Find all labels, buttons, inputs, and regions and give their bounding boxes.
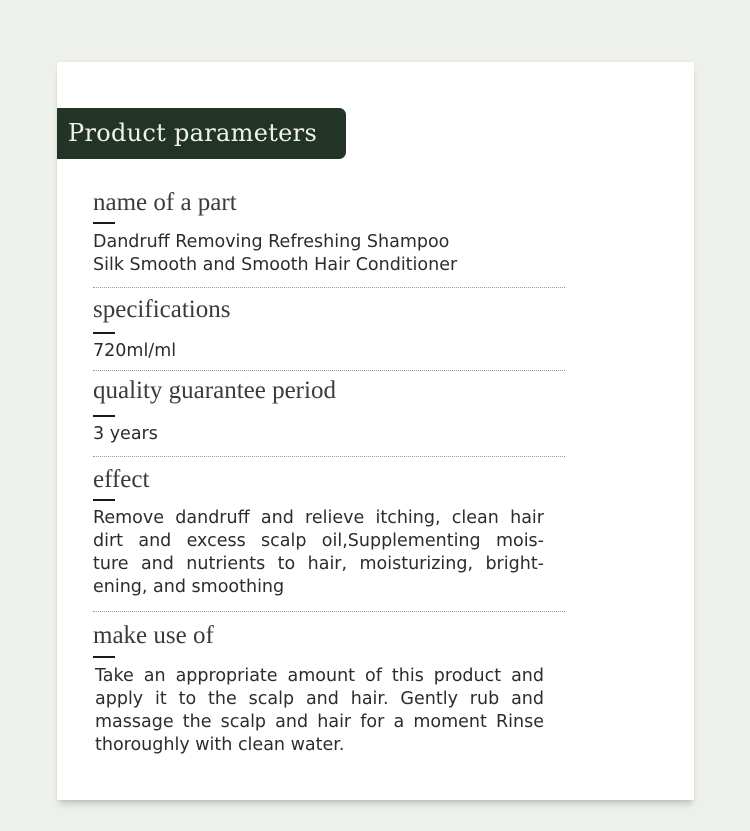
usage-value-line: apply it to the scalp and hair. Gently rub and bbox=[95, 689, 544, 709]
guarantee-value bbox=[93, 423, 158, 446]
specifications-value bbox=[93, 340, 176, 363]
effect-value-line: ture and nutrients to hair, moisturizing, bright- bbox=[93, 554, 544, 574]
effect-label-underline bbox=[93, 499, 115, 501]
usage-label-underline bbox=[93, 656, 115, 658]
guarantee-label-underline bbox=[93, 415, 115, 417]
effect-value-line: ening, and smoothing bbox=[93, 577, 285, 597]
guarantee-label: quality guarantee period bbox=[93, 377, 336, 404]
name-value bbox=[93, 231, 457, 277]
name-value-line: Silk Smooth and Smooth Hair Conditioner bbox=[93, 255, 458, 275]
specifications-label-underline bbox=[93, 332, 115, 334]
usage-value-line: thoroughly with clean water. bbox=[95, 735, 345, 755]
usage-value-line: massage the scalp and hair for a moment Rinse bbox=[95, 712, 544, 732]
name-label-underline bbox=[93, 222, 115, 224]
section-divider bbox=[93, 287, 565, 288]
guarantee-value-line: 3 years bbox=[93, 424, 158, 444]
usage-value bbox=[95, 665, 544, 757]
usage-value-line: Take an appropriate amount of this product and bbox=[95, 666, 544, 686]
effect-value bbox=[93, 507, 544, 599]
specifications-value-line: 720ml/ml bbox=[93, 341, 177, 361]
usage-label: make use of bbox=[93, 622, 214, 649]
section-divider bbox=[93, 611, 565, 612]
section-divider bbox=[93, 370, 565, 371]
product-parameters-card bbox=[57, 62, 694, 800]
section-divider bbox=[93, 456, 565, 457]
effect-value-line: Remove dandruff and relieve itching, clean hair bbox=[93, 508, 544, 528]
effect-label: effect bbox=[93, 466, 150, 493]
specifications-label: specifications bbox=[93, 296, 231, 323]
name-value-line: Dandruff Removing Refreshing Shampoo bbox=[93, 232, 450, 252]
effect-value-line: dirt and excess scalp oil,Supplementing mois- bbox=[93, 531, 544, 551]
name-label: name of a part bbox=[93, 189, 237, 216]
section-banner: Product parameters bbox=[57, 108, 346, 159]
